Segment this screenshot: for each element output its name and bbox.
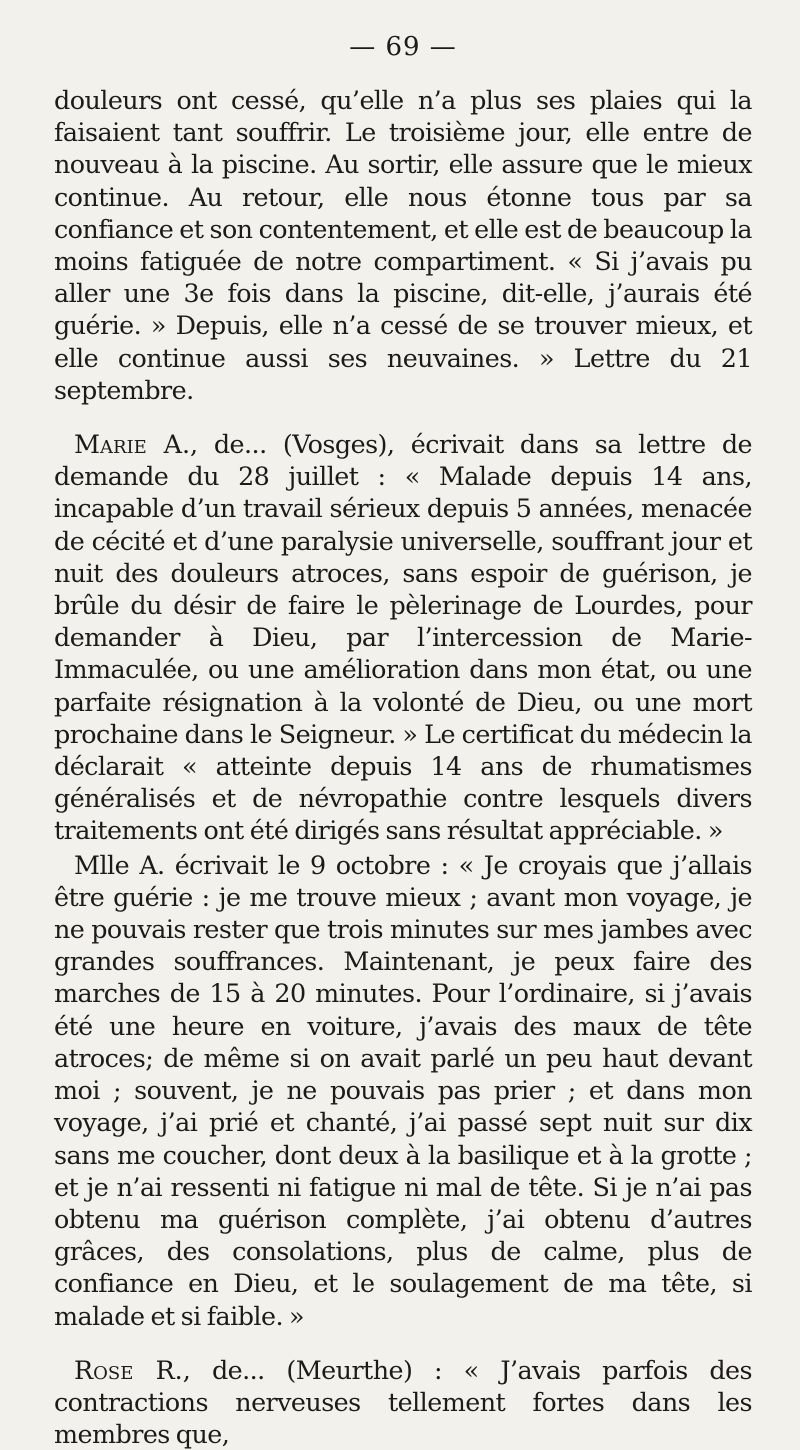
paragraph-text: , de... (Vosges), écrivait dans sa lettre de demande du 28 juillet : « Malade depuis 14 ans, incapable d’un travail sérieux depuis 5 années, menacée de cécité et d’une paralysie universelle, souffrant jour et nuit des douleurs atroces, sans espoir de guérison, je brûle du désir de faire le pèlerinage de Lourdes, pour demander à Dieu, par l’intercession de Marie-Immaculée, ou une amélioration dans mon état, ou une parfaite résignation à la volonté de Dieu, ou une mort prochaine dans le Seigneur. » Le certificat du médecin la déclarait « atteinte depuis 14 ans de rhumatismes généralisés et de névropathie contre lesquels divers traitements ont été dirigés sans résultat appréciable. » — [54, 429, 753, 846]
paragraph-rose — [54, 1354, 752, 1450]
person-name: Marie A. — [74, 429, 191, 460]
person-name: Rose R. — [74, 1354, 183, 1385]
page-number: — 69 — — [349, 32, 457, 62]
paragraph-marie — [54, 428, 752, 847]
paragraph-text: , de... (Meurthe) : « J’avais parfois des contractions nerveuses tellement fortes dans les membres que, — [54, 1354, 753, 1450]
paragraph-letter — [54, 849, 752, 1332]
paragraph-continuation — [54, 84, 752, 406]
paragraph-text: douleurs ont cessé, qu’elle n’a plus ses plaies qui la faisaient tant souffrir. Le troisième jour, elle entre de nouveau à la piscine. Au sortir, elle assure que le mieux continue. Au retour, elle nous étonne tous par sa confiance et son contentement, et elle est de beaucoup la moins fatiguée de notre compartiment. « Si j’avais pu aller une 3e fois dans la piscine, dit-elle, j’aurais été guérie. » Depuis, elle n’a cessé de se trouver mieux, et elle continue aussi ses neuvaines. » Lettre du 21 septembre. — [54, 85, 752, 405]
paragraph-text: Mlle A. écrivait le 9 octobre : « Je croyais que j’allais être guérie : je me trouve mieux ; avant mon voyage, je ne pouvais rester que trois minutes sur mes jambes avec grandes souffrances. Maintenant, je peux faire des marches de 15 à 20 minutes. Pour l’ordinaire, si j’avais été une heure en voiture, j’avais des maux de tête atroces; de même si on avait parlé un peu haut devant moi ; souvent, je ne pouvais pas prier ; et dans mon voyage, j’ai prié et chanté, j’ai passé sept nuit sur dix sans me coucher, dont deux à la basilique et à la grotte ; et je n’ai ressenti ni fatigue ni mal de tête. Si je n’ai pas obtenu ma guérison complète, j’ai obtenu d’autres grâces, des consolations, plus de calme, plus de confiance en Dieu, et le soulagement de ma tête, si malade et si faible. » — [54, 849, 752, 1331]
